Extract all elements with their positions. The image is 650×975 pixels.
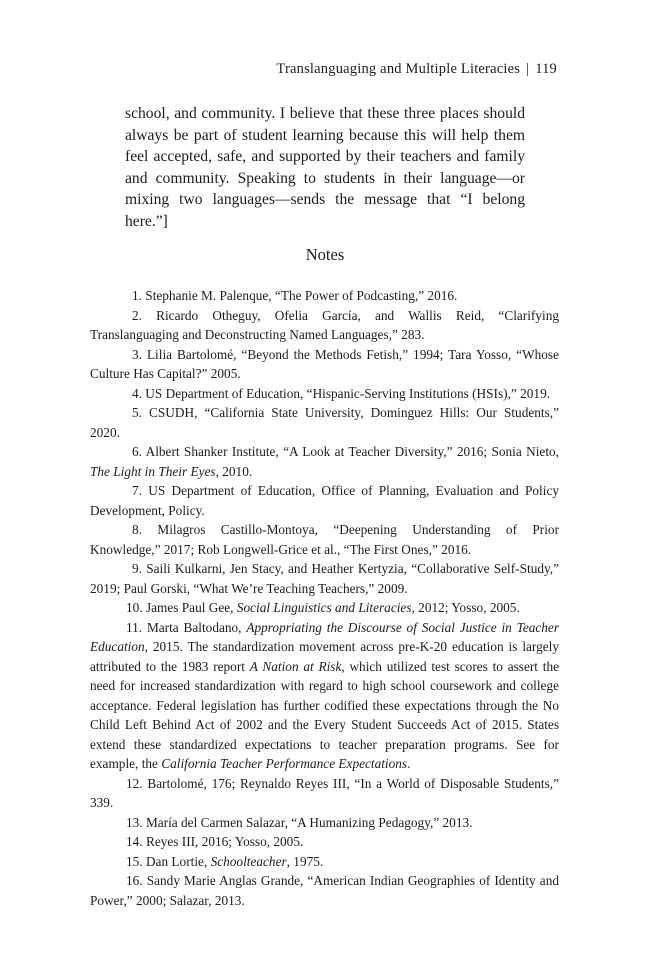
note-title-italic: Schoolteacher	[210, 853, 287, 869]
header-separator: |	[526, 61, 530, 77]
note-number: 5.	[132, 405, 150, 420]
note-number: 10.	[126, 600, 146, 615]
note-item	[90, 832, 559, 852]
note-item	[90, 442, 559, 481]
note-item	[90, 520, 559, 559]
note-text: Stephanie M. Palenque, “The Power of Podcasting,” 2016.	[145, 288, 458, 303]
note-text: , 2012; Yosso, 2005.	[411, 600, 520, 615]
note-text: , 2015. The standardization movement across pre-K-20 education is largely attributed to the 1983 report	[90, 639, 559, 674]
note-number: 1.	[132, 288, 146, 303]
note-text: , 1975.	[286, 853, 324, 869]
note-number: 6.	[132, 444, 146, 459]
note-item	[90, 598, 559, 618]
note-text: Lilia Bartolomé, “Beyond the Methods Fetish,” 1994; Tara Yosso, “Whose Culture Has Capital?” 2005.	[90, 346, 559, 381]
note-number: 15.	[126, 853, 146, 869]
notes-heading: Notes	[305, 245, 345, 264]
note-item	[90, 774, 559, 813]
note-number: 16.	[126, 873, 147, 888]
running-head	[0, 61, 557, 78]
note-title-italic: California Teacher Performance Expectations	[161, 756, 408, 771]
running-title: Translanguaging and Multiple Literacies	[276, 61, 521, 77]
note-number: 13.	[126, 814, 146, 830]
note-number: 9.	[132, 561, 147, 576]
note-item	[90, 306, 559, 345]
note-number: 4.	[132, 385, 146, 401]
note-item	[90, 559, 559, 598]
note-item	[90, 852, 559, 872]
note-text: James Paul Gee,	[145, 600, 237, 615]
page-number: 119	[535, 61, 557, 77]
note-text: Albert Shanker Institute, “A Look at Teacher Diversity,” 2016; Sonia Nieto,	[145, 444, 559, 459]
note-item	[90, 286, 559, 306]
note-item	[90, 384, 559, 404]
note-number: 12.	[126, 775, 148, 791]
note-text: Ricardo Otheguy, Ofelia García, and Wallis Reid, “Clarifying Translanguaging and Deconstructing Named Languages,” 283.	[90, 307, 559, 342]
note-title-italic: Social Linguistics and Literacies	[236, 600, 412, 615]
note-text: US Department of Education, “Hispanic-Serving Institutions (HSIs),” 2019.	[145, 385, 551, 401]
block-quote-extract: school, and community. I believe that these three places should always be part of student learning because this will help them feel accepted, safe, and supported by their teachers and family and community. Speaking to students in their language—or mixing two languages—sends the message that “I belong here.”]	[125, 105, 525, 230]
note-item	[90, 345, 559, 384]
note-number: 14.	[126, 834, 146, 849]
note-title-italic: The Light in Their Eyes	[90, 463, 216, 479]
note-item	[90, 813, 559, 833]
note-number: 8.	[132, 522, 158, 537]
note-number: 2.	[132, 307, 157, 323]
note-text: , which utilized test scores to assert the need for increased standardization with regard to high school coursework and college acceptance. Federal legislation has further codified these expectations through the No Child Left Behind Act of 2002 and the Every Student Succeeds Act of 2015. States extend these standardized expectations to teacher preparation programs. See for example, the	[90, 658, 559, 771]
note-text: CSUDH, “California State University, Dominguez Hills: Our Students,” 2020.	[90, 405, 559, 440]
note-title-italic: A Nation at Risk	[249, 658, 342, 674]
note-text: Sandy Marie Anglas Grande, “American Indian Geographies of Identity and Power,” 2000; Salazar, 2013.	[90, 873, 559, 908]
note-text: , 2010.	[215, 463, 253, 479]
notes-list	[90, 286, 559, 910]
note-title-italic: Appropriating the Discourse of Social Justice in Teacher Education	[90, 619, 559, 654]
note-number: 3.	[132, 346, 147, 362]
note-text: Reyes III, 2016; Yosso, 2005.	[145, 834, 304, 849]
note-item	[90, 403, 559, 442]
note-item	[90, 618, 559, 774]
note-text: María del Carmen Salazar, “A Humanizing Pedagogy,” 2013.	[145, 814, 473, 830]
note-text: Marta Baltodano,	[146, 619, 247, 635]
note-number: 7.	[132, 483, 149, 498]
note-item	[90, 481, 559, 520]
note-text: Dan Lortie,	[145, 853, 211, 869]
note-number: 11.	[126, 619, 147, 635]
note-text: Milagros Castillo-Montoya, “Deepening Understanding of Prior Knowledge,” 2017; Rob Longwell-Grice et al., “The First Ones,” 2016.	[90, 522, 559, 557]
note-text: Bartolomé, 176; Reynaldo Reyes III, “In a World of Disposable Students,” 339.	[90, 775, 560, 810]
note-text: Saili Kulkarni, Jen Stacy, and Heather Kertyzia, “Collaborative Self-Study,” 2019; Paul Gorski, “What We’re Teaching Teachers,” 2009.	[90, 561, 560, 596]
note-item	[90, 871, 559, 910]
note-text: .	[407, 756, 411, 771]
note-text: US Department of Education, Office of Planning, Evaluation and Policy Development, Policy.	[90, 483, 559, 518]
